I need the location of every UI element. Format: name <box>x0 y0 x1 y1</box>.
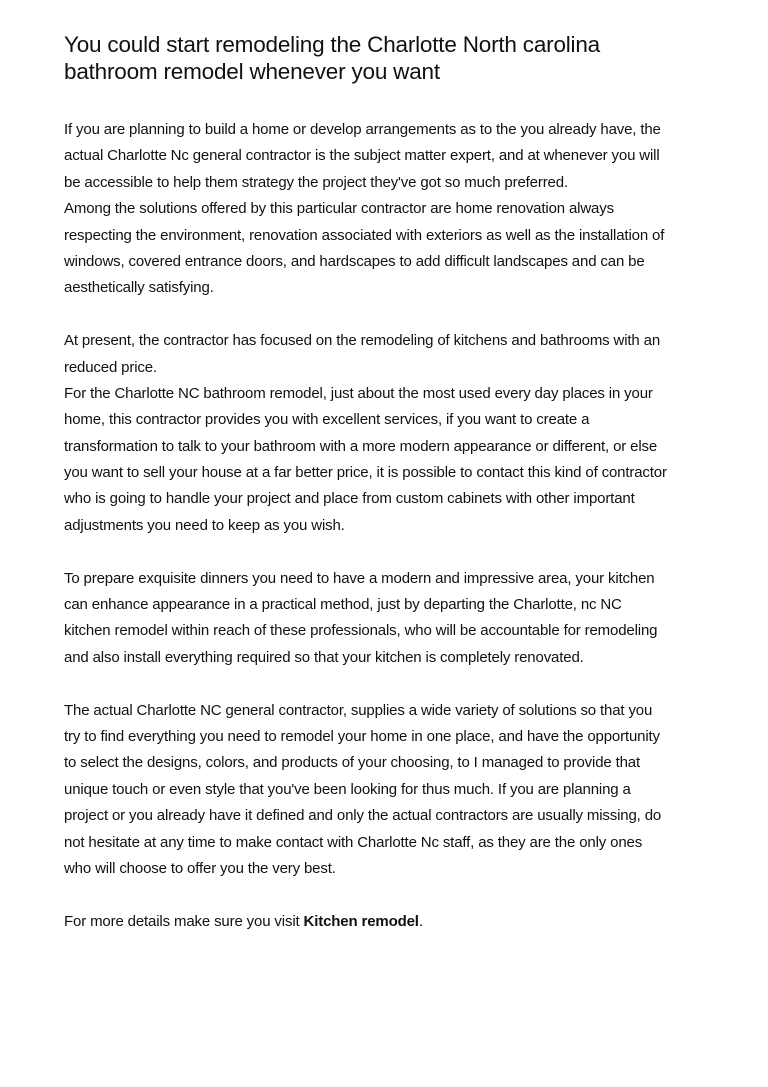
paragraph-line: At present, the contractor has focused on the remodeling of kitchens and bathrooms with an <box>64 332 661 350</box>
paragraph <box>64 117 667 302</box>
paragraph-line: unique touch or even style that you've been looking for thus much. If you are planning a <box>64 780 631 798</box>
closing-prefix: For more details make sure you visit <box>64 912 304 930</box>
paragraph-line: Among the solutions offered by this particular contractor are home renovation always <box>64 200 614 218</box>
closing-suffix: . <box>418 912 423 930</box>
paragraph-line: kitchen remodel within reach of these professionals, who will be accountable for remodeling <box>64 622 658 640</box>
paragraph-line: to select the designs, colors, and products of your choosing, to I managed to provide that <box>64 754 641 772</box>
paragraph-line: project or you already have it defined and only the actual contractors are usually missing, do <box>64 807 662 825</box>
paragraph-line: If you are planning to build a home or develop arrangements as to the you already have, the <box>64 121 661 138</box>
paragraph-line: and also install everything required so that your kitchen is completely renovated. <box>64 648 584 666</box>
kitchen-remodel-link[interactable]: Kitchen remodel <box>303 912 419 930</box>
paragraph-line: be accessible to help them strategy the project they've got so much preferred. <box>64 173 568 191</box>
paragraph-line: respecting the environment, renovation associated with exteriors as well as the installation of <box>64 226 665 244</box>
paragraph <box>64 698 667 883</box>
paragraph-line: To prepare exquisite dinners you need to have a modern and impressive area, your kitchen <box>64 569 655 587</box>
paragraph-line: home, this contractor provides you with excellent services, if you want to create a <box>64 411 590 429</box>
paragraph-line: can enhance appearance in a practical method, just by departing the Charlotte, nc NC <box>64 596 622 614</box>
document-body <box>64 117 667 935</box>
paragraph-gap <box>64 671 667 697</box>
paragraph-line: reduced price. <box>64 358 157 376</box>
paragraph <box>64 566 667 672</box>
paragraph-line: not hesitate at any time to make contact with Charlotte Nc staff, as they are the only ones <box>64 833 643 851</box>
closing-paragraph <box>64 909 667 935</box>
paragraph-line: windows, covered entrance doors, and hardscapes to add difficult landscapes and can be <box>64 252 645 270</box>
paragraph-line: The actual Charlotte NC general contractor, supplies a wide variety of solutions so that you <box>64 701 653 719</box>
title-line: You could start remodeling the Charlotte North carolina <box>64 32 600 57</box>
paragraph-line: you want to sell your house at a far better price, it is possible to contact this kind of contractor <box>64 464 667 482</box>
paragraph-line: actual Charlotte Nc general contractor is the subject matter expert, and at whenever you will <box>64 147 660 165</box>
page-title <box>64 31 600 85</box>
paragraphs <box>64 117 667 909</box>
paragraph-gap <box>64 302 667 328</box>
paragraph-line: who is going to handle your project and place from custom cabinets with other important <box>64 490 635 508</box>
paragraph-line: who will choose to offer you the very best. <box>64 859 336 877</box>
paragraph-line: aesthetically satisfying. <box>64 279 214 297</box>
paragraph-line: adjustments you need to keep as you wish. <box>64 516 345 534</box>
paragraph-line: try to find everything you need to remodel your home in one place, and have the opportunity <box>64 727 660 745</box>
title-line: bathroom remodel whenever you want <box>64 59 440 84</box>
paragraph <box>64 328 667 539</box>
paragraph-gap <box>64 882 667 908</box>
paragraph-line: transformation to talk to your bathroom with a more modern appearance or different, or else <box>64 437 658 455</box>
paragraph-line: For the Charlotte NC bathroom remodel, just about the most used every day places in your <box>64 384 653 402</box>
paragraph-gap <box>64 539 667 565</box>
